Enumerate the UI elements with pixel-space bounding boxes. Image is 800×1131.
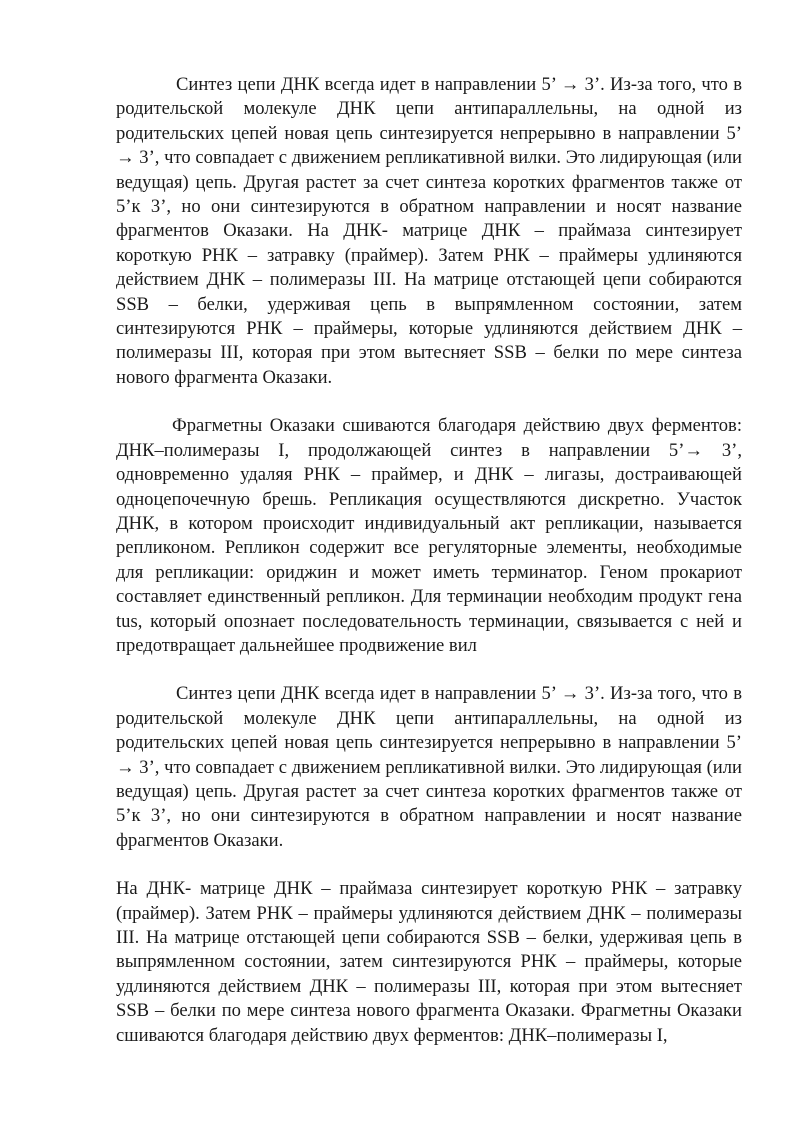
paragraph-primase-polymerase: На ДНК- матрице ДНК – праймаза синтезирует короткую РНК – затравку (праймер). Затем РНК – праймеры удлиняются действием ДНК – полимеразы III. На матрице отстающей цепи собираются SSB – белки, удерживая цепь в выпрямленном состоянии, затем синтезируются РНК – праймеры, которые удлиняются действием ДНК – полимеразы III, которая при этом вытесняет SSB – белки по мере синтеза нового фрагмента Оказаки. Фрагметны Оказаки сшиваются благодаря действию двух ферментов: ДНК–полимеразы I, bbox=[116, 878, 742, 1046]
document-page bbox=[116, 73, 742, 1048]
paragraph-dna-synthesis-direction-repeat: Синтез цепи ДНК всегда идет в направлении 5’ → 3’. Из-за того, что в родительской молекуле ДНК цепи антипараллельны, на одной из родительских цепей новая цепь синтезируется непрерывно в направлении 5’ → 3’, что совпадает с движением репликативной вилки. Это лидирующая (или ведущая) цепь. Другая растет за счет синтеза коротких фрагментов также от 5’к 3’, но они синтезируются в обратном направлении и носят название фрагментов Оказаки. bbox=[116, 683, 742, 851]
paragraph-dna-synthesis-direction: Синтез цепи ДНК всегда идет в направлении 5’ → 3’. Из-за того, что в родительской молекуле ДНК цепи антипараллельны, на одной из родительских цепей новая цепь синтезируется непрерывно в направлении 5’ → 3’, что совпадает с движением репликативной вилки. Это лидирующая (или ведущая) цепь. Другая растет за счет синтеза коротких фрагментов также от 5’к 3’, но они синтезируются в обратном направлении и носят название фрагментов Оказаки. На ДНК- матрице ДНК – праймаза синтезирует короткую РНК – затравку (праймер). Затем РНК – праймеры удлиняются действием ДНК – полимеразы III. На матрице отстающей цепи собираются SSB – белки, удерживая цепь в выпрямленном состоянии, затем синтезируются РНК – праймеры, которые удлиняются действием ДНК – полимеразы III, которая при этом вытесняет SSB – белки по мере синтеза нового фрагмента Оказаки. bbox=[116, 74, 742, 388]
paragraph-okazaki-ligation: Фрагметны Оказаки сшиваются благодаря действию двух ферментов: ДНК–полимеразы I, продолжающей синтез в направлении 5’→ 3’, одновременно удаляя РНК – праймер, и ДНК – лигазы, достраивающей одноцепочечную брешь. Репликация осуществляются дискретно. Участок ДНК, в котором происходит индивидуальный акт репликации, называется репликоном. Репликон содержит все регуляторные элементы, необходимые для репликации: ориджин и может иметь терминатор. Геном прокариот составляет единственный репликон. Для терминации необходим продукт гена tus, который опознает последовательность терминации, связывается с ней и предотвращает дальнейшее продвижение вил bbox=[116, 415, 742, 656]
